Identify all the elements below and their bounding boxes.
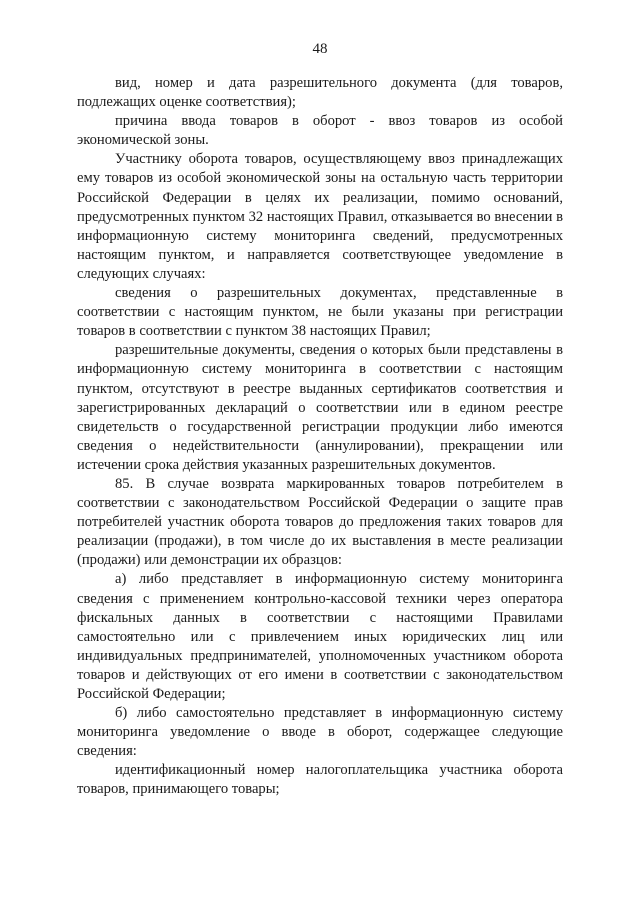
paragraph-case-not-specified: сведения о разрешительных документах, представленные в соответствии с настоящим пунктом, не были указаны при регистрации товаров в соответствии с пунктом 38 настоящих Правил;: [77, 285, 563, 340]
paragraph-subclause-a: а) либо представляет в информационную систему мониторинга сведения с применением контрольно-кассовой техники через оператора фискальных данных в соответствии с настоящими Правилами самостоятельно или с привлечением иных юридических лиц или индивидуальных предпринимателей, уполномоченных участником оборота товаров и действующих от его имени в соответствии с законодательством Российской Федерации;: [77, 571, 563, 702]
paragraph-entry-reason: причина ввода товаров в оборот - ввоз товаров из особой экономической зоны.: [77, 113, 563, 149]
paragraph-permit-document: вид, номер и дата разрешительного документа (для товаров, подлежащих оценке соответствия);: [77, 75, 563, 111]
paragraph-taxpayer-id: идентификационный номер налогоплательщика участника оборота товаров, принимающего товары;: [77, 762, 563, 798]
document-body: [77, 74, 563, 800]
paragraph-clause-85: 85. В случае возврата маркированных товаров потребителем в соответствии с законодательством Российской Федерации о защите прав потребителей участник оборота товаров до предложения таких товаров для реализации (продажи), в том числе до их выставления в месте реализации (продажи) или демонстрации их образцов:: [77, 475, 563, 569]
paragraph-subclause-b: б) либо самостоятельно представляет в информационную систему мониторинга уведомление о вводе в оборот, содержащее следующие сведения:: [77, 705, 563, 760]
paragraph-case-registry-missing: разрешительные документы, сведения о которых были представлены в информационную систему мониторинга в соответствии с настоящим пунктом, отсутствуют в реестре выданных сертификатов соответствия и зарегистрированных деклараций о соответствии или в едином реестре свидетельств о государственной регистрации продукции либо имеются сведения о недействительности (аннулировании), прекращении или истечении срока действия указанных разрешительных документов.: [77, 342, 563, 473]
paragraph-refusal-conditions: Участнику оборота товаров, осуществляющему ввоз принадлежащих ему товаров из особой экономической зоны на остальную часть территории Российской Федерации в целях их реализации, помимо оснований, предусмотренных пунктом 32 настоящих Правил, отказывается во внесении в информационную систему мониторинга сведений, предусмотренных настоящим пунктом, и направляется соответствующее уведомление в следующих случаях:: [77, 151, 563, 282]
page-number: 48: [312, 41, 328, 57]
